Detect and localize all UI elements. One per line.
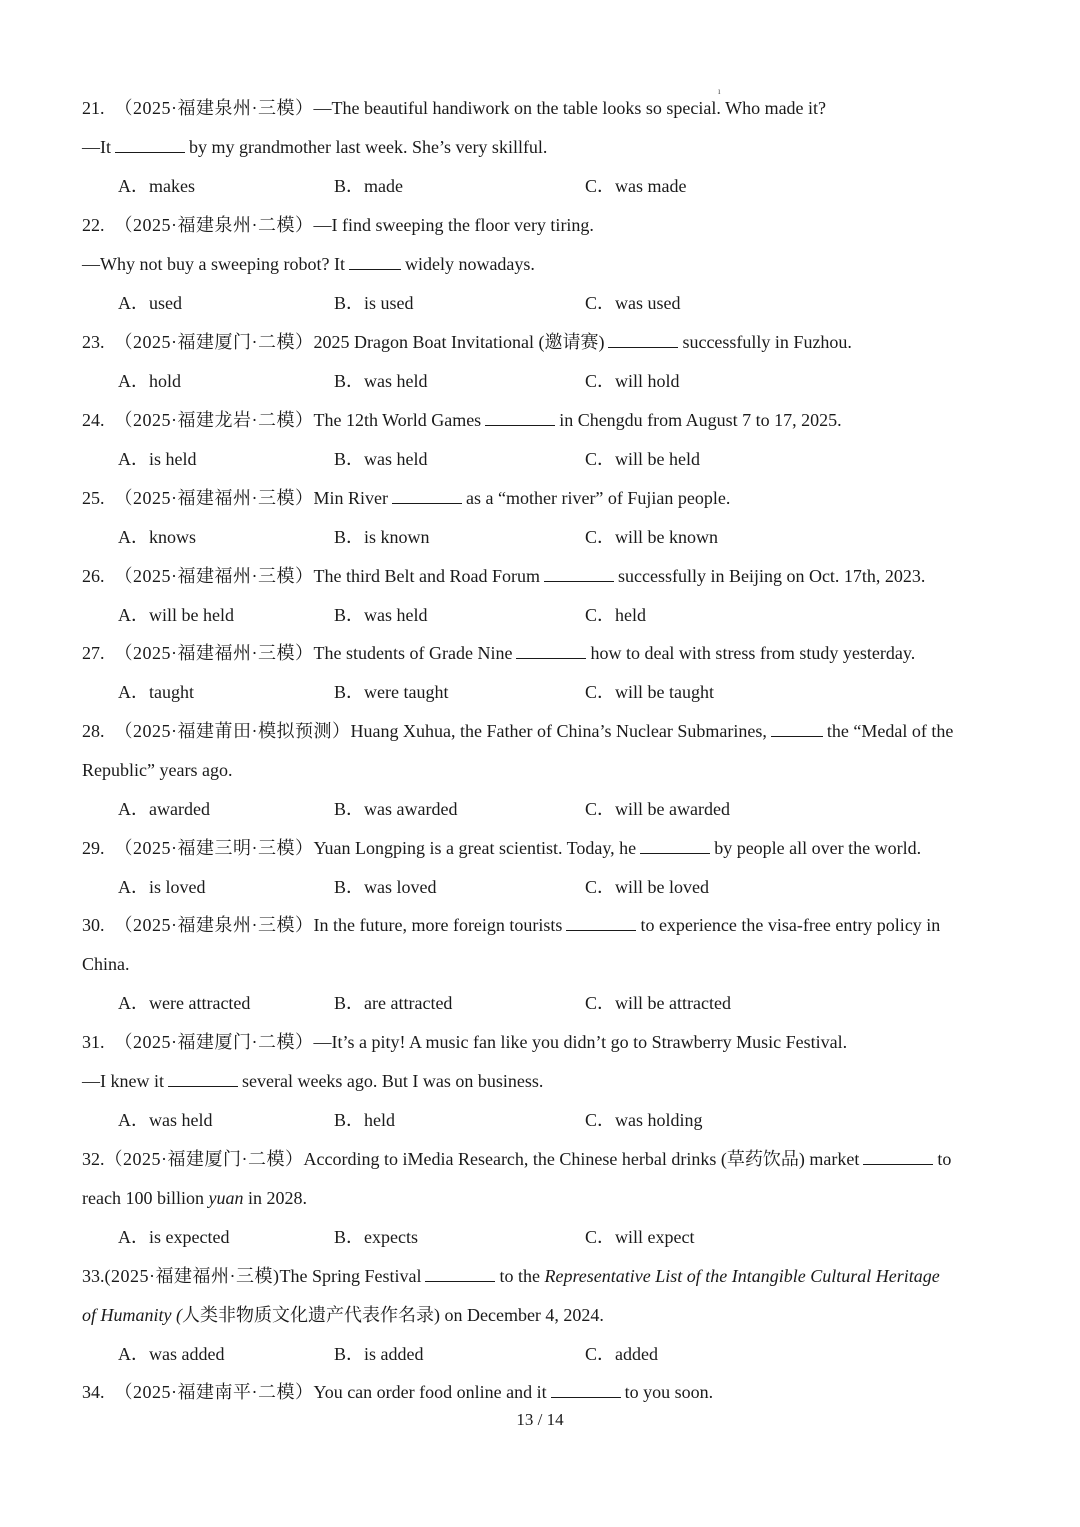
option-b: B．is used [334,293,414,313]
question-number: 32. [82,1149,105,1169]
question-29: 29. （2025·福建三明·三模）Yuan Longping is a great scientist. Today, he by people all over the world. [82,838,922,858]
option-c: C．will be known [585,527,718,547]
option-c: C．will hold [585,371,680,391]
option-a: A．awarded [118,799,210,819]
scan-mark: ı [718,86,721,96]
answer-blank [392,486,462,504]
answer-blank [425,1264,495,1282]
option-b: B．was held [334,371,428,391]
question-33: 33.(2025·福建福州·三模)The Spring Festival to the Representative List of the Intangible Cultural Heritage [82,1266,940,1286]
question-number: 23. [82,332,105,352]
question-number: 21. [82,98,105,118]
answer-blank [863,1147,933,1165]
question-source: （2025·福建厦门·二模） [114,332,314,352]
option-c: C．will expect [585,1227,695,1247]
question-number: 30. [82,915,105,935]
question-source: （2025·福建莆田·模拟预测） [114,721,351,741]
question-source: （2025·福建泉州·二模） [114,215,314,235]
question-30: 30. （2025·福建泉州·三模）In the future, more foreign tourists to experience the visa-free entry policy in [82,915,941,935]
question-number: 29. [82,838,105,858]
option-c: C．will be loved [585,877,709,897]
question-25: 25. （2025·福建福州·三模）Min River as a “mother river” of Fujian people. [82,488,731,508]
question-number: 34. [82,1382,105,1402]
question-32-line-2: reach 100 billion yuan in 2028. [82,1188,307,1208]
question-21 [82,96,826,120]
page-number: 13 / 14 [516,1410,564,1429]
answer-blank [485,408,555,426]
option-b: B．expects [334,1227,418,1247]
question-source: (2025·福建福州·三模) [104,1266,280,1286]
question-34: 34. （2025·福建南平·二模）You can order food online and it to you soon. [82,1382,714,1402]
option-c: C．was made [585,176,687,196]
question-22-line-2: —Why not buy a sweeping robot? It widely nowadays. [82,254,535,274]
question-32: 32.（2025·福建厦门·二模）According to iMedia Research, the Chinese herbal drinks (草药饮品) market to [82,1149,952,1169]
question-30-line-2: China. [82,954,130,974]
question-number: 33. [82,1266,105,1286]
answer-blank [544,564,614,582]
question-source: （2025·福建厦门·二模） [104,1149,304,1169]
option-c: C．was holding [585,1110,703,1130]
answer-blank [551,1380,621,1398]
option-a: A．is loved [118,877,206,897]
question-number: 31. [82,1032,105,1052]
question-source: （2025·福建泉州·三模） [114,98,314,118]
option-b: B．were taught [334,682,449,702]
question-source: （2025·福建福州·三模） [114,566,314,586]
answer-blank [115,135,185,153]
question-number: 24. [82,410,105,430]
answer-blank [349,252,401,270]
question-33-line-2: of Humanity (人类非物质文化遗产代表作名录) on December 4, 2024. [82,1305,604,1325]
question-26: 26. （2025·福建福州·三模）The third Belt and Road Forum successfully in Beijing on Oct. 17th, 2023. [82,566,926,586]
question-text: —The beautiful handiwork on the table looks so special. Who made it? [313,98,827,118]
answer-blank [608,330,678,348]
question-number: 26. [82,566,105,586]
option-a: A．were attracted [118,993,251,1013]
question-text: —I find sweeping the floor very tiring. [313,215,594,235]
question-text: —It’s a pity! A music fan like you didn’t go to Strawberry Music Festival. [313,1032,848,1052]
question-27: 27. （2025·福建福州·三模）The students of Grade Nine how to deal with stress from study yesterday. [82,643,916,663]
question-28: 28. （2025·福建莆田·模拟预测）Huang Xuhua, the Father of China’s Nuclear Submarines, the “Medal of the [82,721,954,741]
option-a: A．taught [118,682,194,702]
question-number: 25. [82,488,105,508]
option-a: A．is held [118,449,197,469]
answer-blank [640,836,710,854]
question-number: 27. [82,643,105,663]
option-b: B．was held [334,605,428,625]
question-31-line-2: —I knew it several weeks ago. But I was on business. [82,1071,544,1091]
option-a: A．makes [118,176,195,196]
option-b: B．are attracted [334,993,453,1013]
option-c: C．was used [585,293,681,313]
question-source: （2025·福建福州·三模） [114,488,314,508]
option-a: A．will be held [118,605,234,625]
option-b: B．is known [334,527,430,547]
question-number: 28. [82,721,105,741]
option-b: B．was loved [334,877,437,897]
question-number: 22. [82,215,105,235]
question-source: （2025·福建三明·三模） [114,838,314,858]
question-28-line-2: Republic” years ago. [82,760,233,780]
option-b: B．is added [334,1344,424,1364]
question-source: （2025·福建厦门·二模） [114,1032,314,1052]
option-c: C．will be held [585,449,700,469]
option-c: C．added [585,1344,658,1364]
question-source: （2025·福建南平·二模） [114,1382,314,1402]
option-b: B．was awarded [334,799,458,819]
question-22 [82,213,594,237]
option-c: C．will be attracted [585,993,731,1013]
option-a: A．is expected [118,1227,230,1247]
option-c: C．held [585,605,646,625]
question-31 [82,1030,847,1054]
answer-blank [771,719,823,737]
question-source: （2025·福建龙岩·二模） [114,410,314,430]
option-a: A．was held [118,1110,213,1130]
option-c: C．will be taught [585,682,714,702]
option-a: A．used [118,293,182,313]
question-23: 23. （2025·福建厦门·二模）2025 Dragon Boat Invitational (邀请赛) successfully in Fuzhou. [82,332,852,352]
question-source: （2025·福建福州·三模） [114,643,314,663]
answer-blank [566,913,636,931]
question-21-line-2: —It by my grandmother last week. She’s very skillful. [82,137,548,157]
option-a: A．knows [118,527,197,547]
answer-blank [516,641,586,659]
option-b: B．held [334,1110,395,1130]
option-a: A．was added [118,1344,225,1364]
question-source: （2025·福建泉州·三模） [114,915,314,935]
option-b: B．made [334,176,403,196]
option-a: A．hold [118,371,181,391]
answer-blank [168,1069,238,1087]
option-c: C．will be awarded [585,799,730,819]
option-b: B．was held [334,449,428,469]
question-24: 24. （2025·福建龙岩·二模）The 12th World Games in Chengdu from August 7 to 17, 2025. [82,410,842,430]
